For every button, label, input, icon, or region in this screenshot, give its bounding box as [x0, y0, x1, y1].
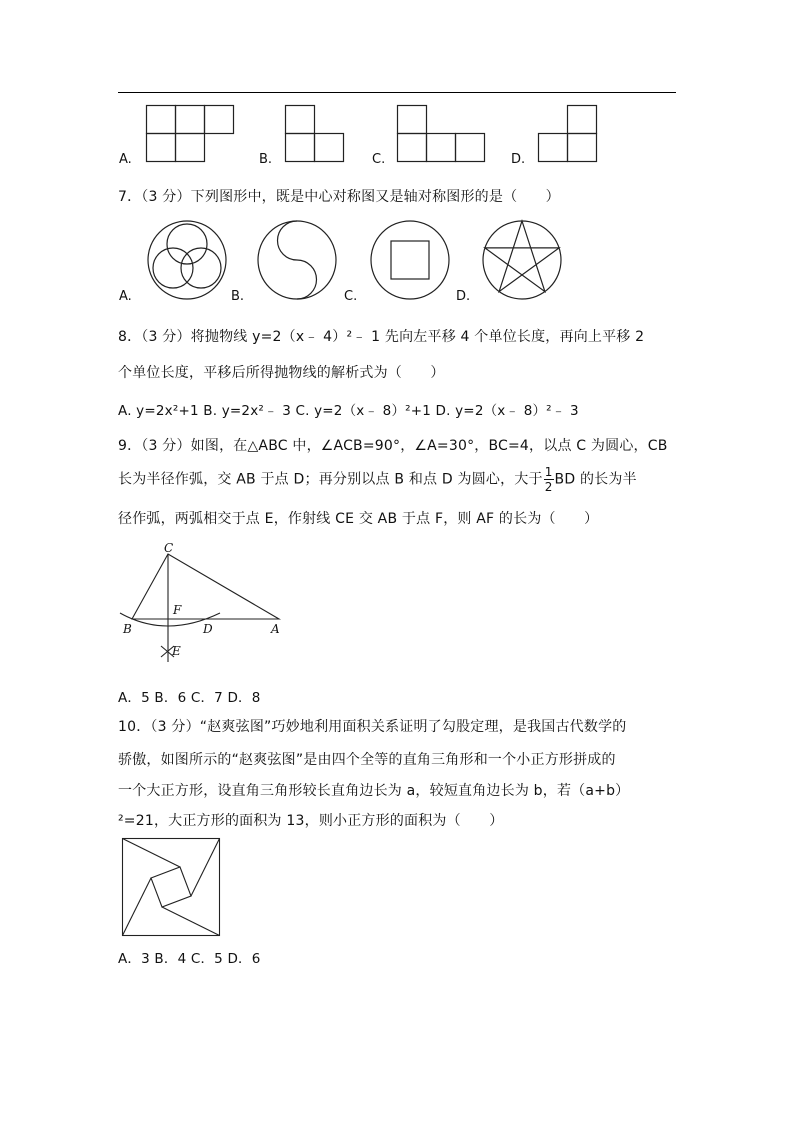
- q8-stem-line2: 个单位长度，平移后所得抛物线的解析式为（ ）: [118, 365, 445, 381]
- q6-figure-b: [285, 105, 347, 163]
- q10-options: A．3 B．4 C．5 D．6: [118, 951, 261, 967]
- q6-figure-a: [146, 105, 236, 163]
- fraction-numerator: 1: [544, 465, 553, 479]
- q9-stem-line1: 9．（3 分）如图，在△ABC 中，∠ACB=90°，∠A=30°，BC=4，以点 C 为圆心，CB: [118, 438, 668, 454]
- q10-stem-line3: 一个大正方形，设直角三角形较长直角边长为 a，较短直角边长为 b，若（a+b）: [118, 783, 630, 799]
- figure-label-c: C: [164, 541, 174, 555]
- q8-options: A. y=2x²+1 B. y=2x²﹣ 3 C. y=2（x﹣ 8）²+1 D. y=2（x﹣ 8）²﹣ 3: [118, 403, 579, 419]
- q6-option-b-label: B.: [259, 152, 273, 167]
- zhao-shuang-hypotenuse-diagram: [122, 838, 222, 938]
- figure-label-d: D: [203, 622, 213, 636]
- q9-stem-line2: [118, 466, 637, 493]
- q7-option-b-label: B.: [231, 289, 245, 304]
- q10-stem-line4: ²=21，大正方形的面积为 13，则小正方形的面积为（ ）: [118, 813, 504, 829]
- q7-option-d-label: D.: [456, 289, 471, 304]
- q10-stem-line1: 10．（3 分）“赵爽弦图”巧妙地利用面积关系证明了勾股定理，是我国古代数学的: [118, 719, 627, 735]
- q9-stem-line2-start: 长为半径作弧，交 AB 于点 D；再分别以点 B 和点 D 为圆心，大于: [118, 471, 543, 488]
- q6-figure-d: [538, 105, 600, 163]
- q7-figure-a-trefoil: [146, 219, 228, 301]
- q6-option-c-label: C.: [372, 152, 386, 167]
- q9-triangle-figure: [118, 540, 288, 665]
- q7-figure-b-yinyang: [256, 219, 338, 301]
- q7-figure-c-square-in-circle: [369, 219, 451, 301]
- figure-label-b: B: [123, 622, 132, 636]
- q7-option-a-label: A.: [119, 289, 132, 304]
- header-rule: [118, 92, 676, 93]
- q7-figure-d-pentagram: [481, 219, 563, 301]
- half-fraction: [544, 466, 554, 493]
- figure-label-a: A: [271, 622, 280, 636]
- q7-option-c-label: C.: [344, 289, 358, 304]
- q9-stem-line3: 径作弧，两弧相交于点 E，作射线 CE 交 AB 于点 F，则 AF 的长为（ ）: [118, 511, 599, 527]
- q10-stem-line2: 骄傲，如图所示的“赵爽弦图”是由四个全等的直角三角形和一个小正方形拼成的: [118, 752, 616, 768]
- q7-stem: 7．（3 分）下列图形中，既是中心对称图又是轴对称图形的是（ ）: [118, 189, 560, 205]
- q9-stem-line2-end: BD 的长为半: [554, 471, 637, 488]
- q8-stem-line1: 8．（3 分）将抛物线 y=2（x﹣ 4）²﹣ 1 先向左平移 4 个单位长度，再向上平移 2: [118, 329, 645, 345]
- q6-option-d-label: D.: [511, 152, 526, 167]
- fraction-denominator: 2: [544, 480, 553, 494]
- q6-figure-c: [397, 105, 489, 163]
- figure-label-e: E: [172, 644, 181, 658]
- figure-label-f: F: [173, 603, 182, 617]
- q6-option-a-label: A.: [119, 152, 132, 167]
- q9-options: A．5 B．6 C．7 D．8: [118, 690, 261, 706]
